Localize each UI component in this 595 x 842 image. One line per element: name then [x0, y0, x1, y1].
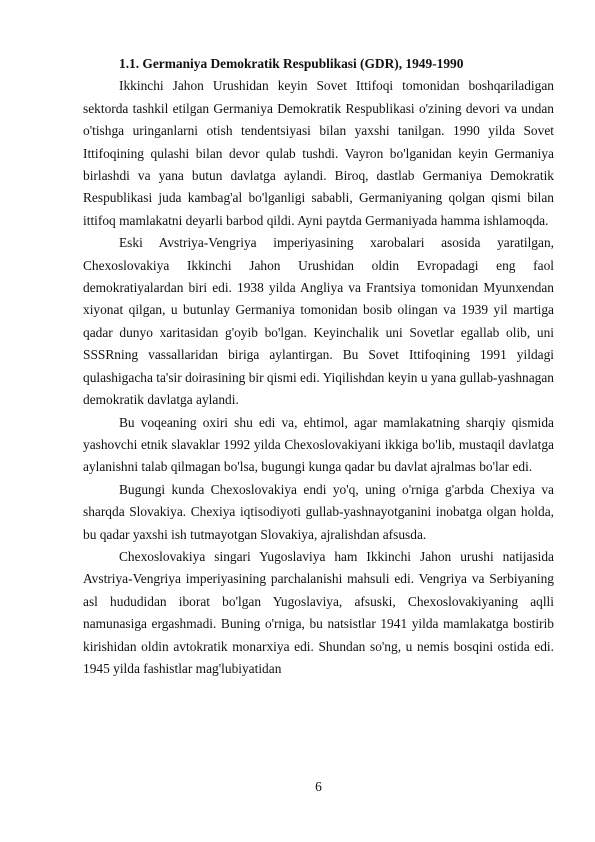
paragraph-czechoslovakia-history: Eski Avstriya-Vengriya imperiyasining xarobalari asosida yaratilgan, Chexoslovakiya Ikkinchi Jahon Urushidan oldin Evropadagi eng faol demokratiyalardan biri edi. 1938 yilda Angliya va Frantsiya tomonidan Myunxendan xiyonat qilgan, u butunlay Germaniya tomonidan bosib olingan va 1939 yil martiga qadar dunyo xaritasidan g'oyib bo'lgan. Keyinchalik uni Sovetlar egallab olib, uni SSSRning vassallaridan biriga aylantirgan. Bu Sovet Ittifoqining 1991 yildagi qulashigacha ta'sir doirasining bir qismi edi. Yiqilishdan keyin u yana gullab-yashnagan demokratik davlatga aylandi. [83, 235, 554, 408]
paragraph-gdr: Ikkinchi Jahon Urushidan keyin Sovet Ittifoqi tomonidan boshqariladigan sektorda tashkil etilgan Germaniya Demokratik Respublikasi o'zining devori va undan o'tishga uringanlarni otish tendentsiyasi bilan yaxshi tanilgan. 1990 yilda Sovet Ittifoqining qulashi bilan devor qulab tushdi. Vayron bo'lganidan keyin Germaniya birlashdi va yana butun davlatga aylandi. Biroq, dastlab Germaniya Demokratik Respublikasi juda kambag'al bo'lganligi sababli, Germaniyaning qolgan qismi bilan ittifoq mamlakatni deyarli barbod qildi. Ayni paytda Germaniyada hamma ishlamoqda. [83, 78, 554, 228]
paragraph-czech-slovakia-today: Bugungi kunda Chexoslovakiya endi yo'q, uning o'rniga g'arbda Chexiya va sharqda Slovakiya. Chexiya iqtisodiyoti gullab-yashnayotganini inobatga olgan holda, bu qadar yaxshi ish tutmayotgan Slovakiya, ajralishdan afsusda. [83, 481, 554, 542]
section-heading: 1.1. Germaniya Demokratik Respublikasi (GDR), 1949-1990 [119, 56, 464, 71]
page-number: 6 [315, 779, 322, 794]
paragraph-czechoslovakia-split: Bu voqeaning oxiri shu edi va, ehtimol, agar mamlakatning sharqiy qismida yashovchi etnik slavaklar 1992 yilda Chexoslovakiyani ikkiga bo'lib, mustaqil davlatga aylanishni talab qilmagan bo'lsa, bugungi kunga qadar bu davlat ajralmas bo'lar edi. [83, 414, 554, 475]
page-content [83, 53, 554, 680]
paragraph-yugoslavia: Chexoslovakiya singari Yugoslaviya ham Ikkinchi Jahon urushi natijasida Avstriya-Vengriya imperiyasining parchalanishi mahsuli edi. Vengriya va Serbiyaning asl hududidan iborat bo'lgan Yugoslaviya, afsuski, Chexoslovakiyaning aqlli namunasiga ergashmadi. Buning o'rniga, bu natsistlar 1941 yilda mamlakatga bostirib kirishidan oldin avtokratik monarxiya edi. Shundan so'ng, u nemis bosqini ostida edi. 1945 yilda fashistlar mag'lubiyatidan [83, 548, 554, 676]
